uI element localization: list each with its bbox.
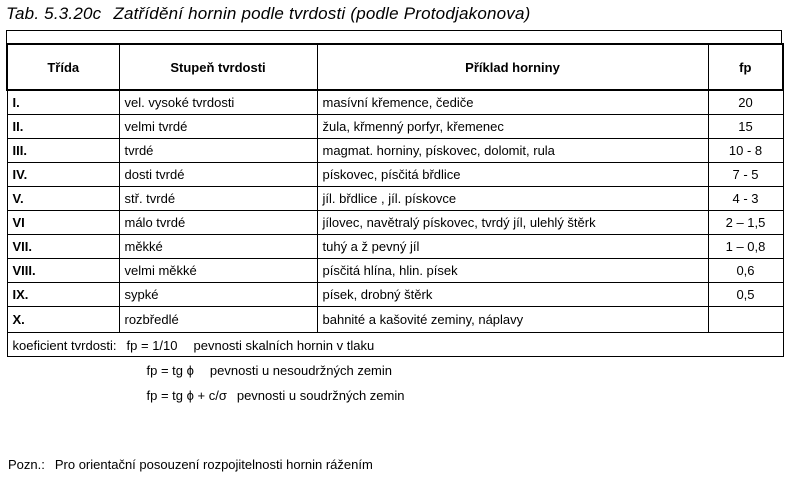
- row-degree: vel. vysoké tvrdosti: [119, 90, 317, 115]
- row-class: VI: [7, 211, 119, 235]
- row-example: jíl. břdlice , jíl. pískovce: [317, 187, 708, 211]
- row-fp: [708, 307, 783, 333]
- table-header-row: [7, 44, 783, 90]
- coefficient-line-3: [147, 388, 405, 403]
- row-class: IX.: [7, 283, 119, 307]
- coefficient-desc-3: pevnosti u soudržných zemin: [236, 388, 405, 403]
- coefficient-formula-3: fp = tg ϕ + c/σ: [146, 388, 227, 403]
- table-row: [7, 187, 783, 211]
- row-class: IV.: [7, 163, 119, 187]
- row-class: VII.: [7, 235, 119, 259]
- row-class: X.: [7, 307, 119, 333]
- coefficient-row: [7, 333, 783, 357]
- row-fp: 4 - 3: [708, 187, 783, 211]
- row-degree: stř. tvrdé: [119, 187, 317, 211]
- table-row: [7, 163, 783, 187]
- header-example: Příklad horniny: [317, 44, 708, 90]
- row-fp: 0,5: [708, 283, 783, 307]
- row-degree: dosti tvrdé: [119, 163, 317, 187]
- coefficient-line-1: [13, 338, 375, 353]
- row-fp: 1 – 0,8: [708, 235, 783, 259]
- coefficient-line-2: [147, 363, 393, 378]
- row-class: II.: [7, 115, 119, 139]
- header-class: Třída: [7, 44, 119, 90]
- caption-number: Tab. 5.3.20c: [6, 4, 102, 23]
- coefficient-formula-1: fp = 1/10: [126, 338, 178, 353]
- table-row: [7, 139, 783, 163]
- table-top-rule: [6, 30, 782, 31]
- table-left-edge: [6, 30, 7, 44]
- row-example: bahnité a kašovité zeminy, náplavy: [317, 307, 708, 333]
- footnote-label: Pozn.:: [8, 457, 45, 472]
- row-degree: tvrdé: [119, 139, 317, 163]
- row-example: písek, drobný štěrk: [317, 283, 708, 307]
- table-row: [7, 235, 783, 259]
- table-right-edge: [781, 30, 782, 44]
- caption-title: Zatřídění hornin podle tvrdosti (podle Protodjakonova): [113, 4, 531, 23]
- row-degree: velmi tvrdé: [119, 115, 317, 139]
- row-fp: 10 - 8: [708, 139, 783, 163]
- table-row: [7, 90, 783, 115]
- header-degree: Stupeň tvrdosti: [119, 44, 317, 90]
- row-class: V.: [7, 187, 119, 211]
- table-row: [7, 211, 783, 235]
- coefficient-desc-2: pevnosti u nesoudržných zemin: [209, 363, 393, 378]
- hardness-table: [6, 43, 784, 403]
- table-row: [7, 307, 783, 333]
- row-degree: sypké: [119, 283, 317, 307]
- row-fp: 0,6: [708, 259, 783, 283]
- coefficient-formula-2: fp = tg ϕ: [146, 363, 194, 378]
- row-class: III.: [7, 139, 119, 163]
- row-example: písčitá hlína, hlin. písek: [317, 259, 708, 283]
- table-row: [7, 259, 783, 283]
- row-fp: 20: [708, 90, 783, 115]
- row-example: tuhý a ž pevný jíl: [317, 235, 708, 259]
- row-degree: měkké: [119, 235, 317, 259]
- coefficient-label: koeficient tvrdosti:: [12, 338, 117, 353]
- row-fp: 2 – 1,5: [708, 211, 783, 235]
- row-degree: rozbředlé: [119, 307, 317, 333]
- table-caption: [6, 4, 531, 24]
- table-row: [7, 115, 783, 139]
- coefficient-cell: [7, 333, 783, 403]
- row-example: jílovec, navětralý pískovec, tvrdý jíl, ulehlý štěrk: [317, 211, 708, 235]
- coefficient-desc-1: pevnosti skalních hornin v tlaku: [193, 338, 375, 353]
- footnote: [8, 457, 373, 472]
- row-class: I.: [7, 90, 119, 115]
- row-example: magmat. horniny, pískovec, dolomit, rula: [317, 139, 708, 163]
- row-degree: málo tvrdé: [119, 211, 317, 235]
- header-fp: fp: [708, 44, 783, 90]
- row-fp: 15: [708, 115, 783, 139]
- row-degree: velmi měkké: [119, 259, 317, 283]
- footnote-text: Pro orientační posouzení rozpojitelnosti hornin rážením: [54, 457, 373, 472]
- row-example: pískovec, písčitá břdlice: [317, 163, 708, 187]
- row-example: žula, křmenný porfyr, křemenec: [317, 115, 708, 139]
- row-fp: 7 - 5: [708, 163, 783, 187]
- table-row: [7, 283, 783, 307]
- row-example: masívní křemence, čediče: [317, 90, 708, 115]
- row-class: VIII.: [7, 259, 119, 283]
